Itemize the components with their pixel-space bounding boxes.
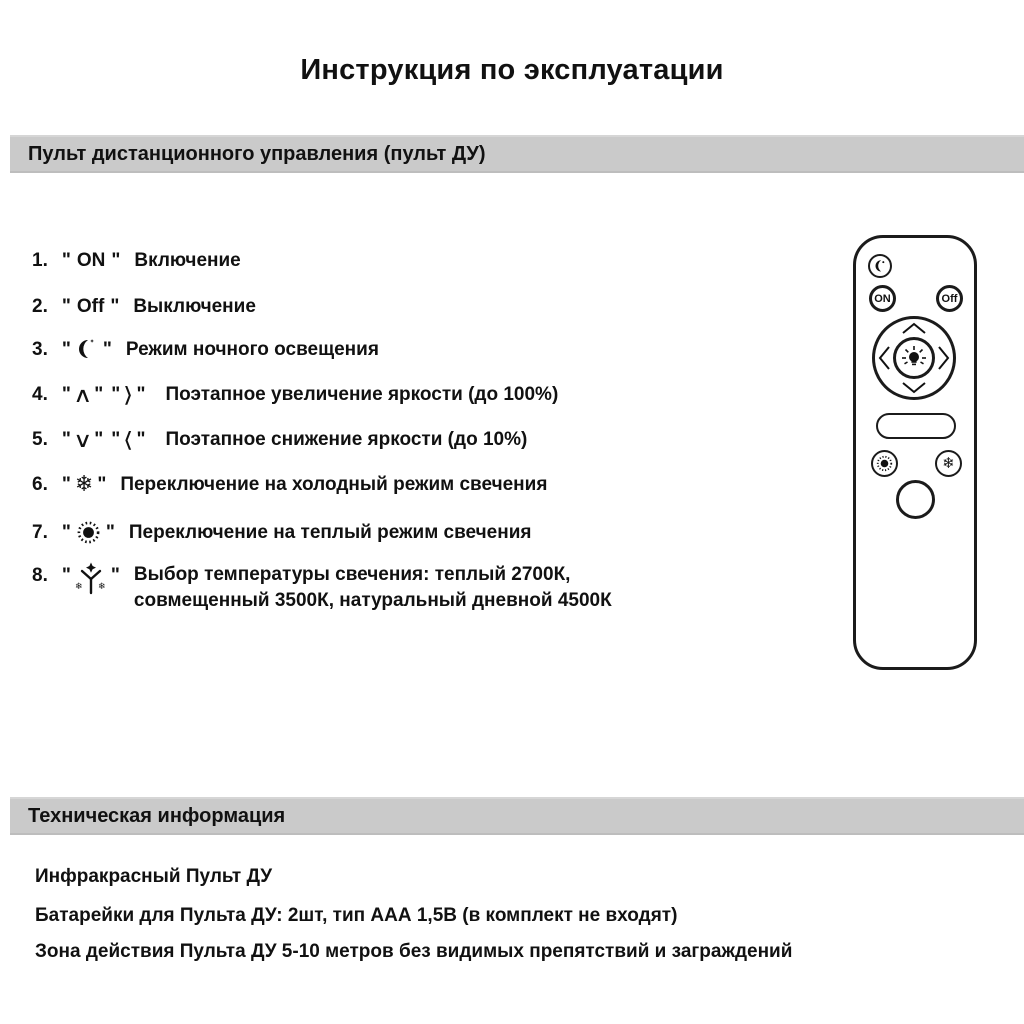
crescent-moon-icon: [873, 259, 888, 274]
page-title: Инструкция по эксплуатации: [300, 54, 724, 86]
quote-mark: ": [61, 474, 71, 495]
remote-illustration: [853, 235, 977, 670]
item-label: Включение: [134, 250, 241, 271]
section-header-tech-label: Техническая информация: [28, 805, 286, 827]
quote-mark: ": [94, 429, 104, 450]
instruction-item-6: [32, 474, 547, 496]
warm-light-icon: [75, 519, 102, 546]
item-label-line2: совмещенный 3500К, натуральный дневной 4500К: [133, 590, 612, 611]
instruction-item-7: [32, 519, 531, 546]
dpad: [872, 316, 956, 400]
item-number: 6.: [32, 474, 48, 495]
item-label: Переключение на холодный режим свечения: [120, 474, 548, 495]
dpad-down-arrow-icon: [901, 381, 927, 394]
quote-mark: ": [111, 429, 121, 450]
warm-mode-button: [871, 450, 898, 477]
svg-text:❄: ❄: [97, 581, 106, 591]
snowflake-icon: ❄: [74, 472, 94, 497]
indicator-window: [876, 413, 956, 439]
on-button: [869, 285, 896, 312]
chevron-left-icon: ⟨: [123, 427, 134, 452]
warm-light-icon: [875, 454, 894, 473]
instruction-item-8: [32, 562, 612, 614]
quote-mark: ": [111, 384, 121, 405]
item-number: 4.: [32, 384, 48, 405]
quote-mark: ": [61, 521, 71, 543]
quote-mark: ": [136, 429, 146, 450]
quote-mark: ": [102, 339, 112, 360]
crescent-moon-icon: [75, 338, 99, 362]
tech-info-line: Батарейки для Пульта ДУ: 2шт, тип ААА 1,5В (в комплект не входят): [35, 905, 678, 926]
item-label: Поэтапное увеличение яркости (до 100%): [165, 384, 559, 405]
item-label: [134, 562, 612, 614]
item-number: 3.: [32, 339, 48, 360]
quote-mark: ": [61, 339, 71, 360]
section-header-remote-label: Пульт дистанционного управления (пульт ДУ): [28, 143, 486, 165]
temperature-select-icon: [75, 562, 107, 596]
off-button-label: Off: [941, 292, 958, 305]
item-label: Режим ночного освещения: [125, 339, 379, 360]
dpad-left-arrow-icon: [878, 345, 891, 371]
tech-info-line: Инфракрасный Пульт ДУ: [35, 866, 273, 887]
item-label: Поэтапное снижение яркости (до 10%): [165, 429, 528, 450]
quote-mark: ": [61, 384, 71, 405]
quote-mark: ": [61, 565, 71, 586]
on-button-label: ON: [76, 250, 106, 271]
quote-mark: ": [61, 250, 71, 271]
item-number: 1.: [32, 250, 48, 271]
item-number: 8.: [32, 565, 48, 586]
item-label-line1: Выбор температуры свечения: теплый 2700К,: [133, 564, 571, 585]
quote-mark: ": [136, 384, 146, 405]
bulb-center-button: [893, 337, 935, 379]
instruction-item-1: [32, 250, 241, 272]
snowflake-icon: ❄: [942, 454, 955, 472]
item-number: 5.: [32, 429, 48, 450]
off-button-label: Off: [76, 296, 105, 317]
off-button: [936, 285, 963, 312]
cold-mode-button: [935, 450, 962, 477]
quote-mark: ": [61, 429, 71, 450]
chevron-right-icon: ⟩: [123, 382, 134, 407]
night-mode-button: [868, 254, 892, 278]
dpad-up-arrow-icon: [901, 322, 927, 335]
dpad-right-arrow-icon: [937, 345, 950, 371]
item-label: Переключение на теплый режим свечения: [128, 521, 532, 543]
instruction-item-4: [32, 384, 558, 406]
quote-mark: ": [105, 521, 115, 543]
quote-mark: ": [61, 296, 71, 317]
chevron-down-icon: ∨: [72, 427, 93, 452]
on-button-label: ON: [874, 292, 891, 305]
quote-mark: ": [97, 474, 107, 495]
svg-text:❄: ❄: [74, 581, 83, 591]
quote-mark: ": [110, 565, 120, 586]
instruction-item-3: [32, 338, 379, 362]
section-header-remote: [10, 135, 1024, 173]
instruction-item-5: [32, 429, 527, 451]
quote-mark: ": [94, 384, 104, 405]
quote-mark: ": [110, 296, 120, 317]
bulb-icon: [900, 344, 928, 372]
item-label: Выключение: [133, 296, 256, 317]
instruction-item-2: [32, 296, 256, 318]
section-header-tech: [10, 797, 1024, 835]
quote-mark: ": [111, 250, 121, 271]
tech-info-line: Зона действия Пульта ДУ 5-10 метров без видимых препятствий и заграждений: [35, 941, 793, 962]
item-number: 7.: [32, 521, 48, 543]
temperature-select-button: [896, 480, 935, 519]
item-number: 2.: [32, 296, 48, 317]
chevron-up-icon: ∧: [72, 382, 93, 407]
